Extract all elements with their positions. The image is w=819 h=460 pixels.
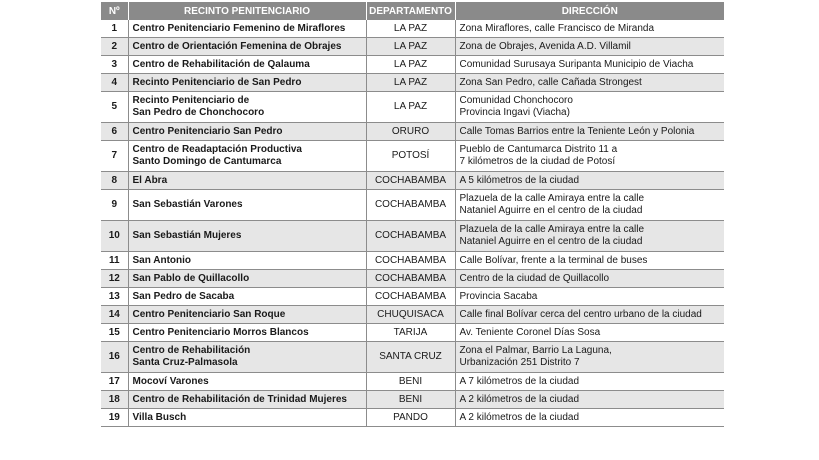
address-line: Centro de la ciudad de Quillacollo xyxy=(459,272,610,284)
facility-name-line: Centro de Rehabilitación xyxy=(132,345,251,356)
table-row xyxy=(101,324,724,342)
address xyxy=(455,56,724,74)
address-line: Zona de Obrajes, Avenida A.D. Villamil xyxy=(459,40,631,52)
facility-name-line: Centro de Orientación Femenina de Obrajes xyxy=(132,40,342,52)
row-number: 4 xyxy=(101,74,128,92)
address-line: Zona San Pedro, calle Cañada Strongest xyxy=(459,76,642,88)
table-row xyxy=(101,270,724,288)
address-line: Plazuela de la calle Amiraya entre la calle xyxy=(459,224,645,235)
address xyxy=(455,20,724,38)
facility-name xyxy=(128,190,366,221)
address-line: A 2 kilómetros de la ciudad xyxy=(459,411,580,423)
address-line: Comunidad Surusaya Suripanta Municipio de Viacha xyxy=(459,58,694,70)
department: BENI xyxy=(366,373,455,391)
facility-name-line: San Pedro de Sacaba xyxy=(132,290,235,302)
row-number: 15 xyxy=(101,324,128,342)
facility-name-line: Centro de Rehabilitación de Trinidad Mujeres xyxy=(132,393,347,405)
address xyxy=(455,324,724,342)
address xyxy=(455,409,724,427)
row-number: 10 xyxy=(101,221,128,252)
facility-name-line: Centro de Readaptación Productiva xyxy=(132,144,302,155)
row-number: 8 xyxy=(101,172,128,190)
facility-name-line: San Antonio xyxy=(132,254,192,266)
row-number: 2 xyxy=(101,38,128,56)
department: CHUQUISACA xyxy=(366,306,455,324)
facility-name-line: San Pablo de Quillacollo xyxy=(132,272,250,284)
table-row xyxy=(101,252,724,270)
table-row xyxy=(101,56,724,74)
header-facility: RECINTO PENITENCIARIO xyxy=(128,2,366,20)
address xyxy=(455,221,724,252)
address xyxy=(455,342,724,373)
department: LA PAZ xyxy=(366,74,455,92)
department: LA PAZ xyxy=(366,92,455,123)
row-number: 7 xyxy=(101,141,128,172)
facility-name xyxy=(128,141,366,172)
row-number: 5 xyxy=(101,92,128,123)
table-row xyxy=(101,172,724,190)
department: COCHABAMBA xyxy=(366,288,455,306)
facility-name-line: Centro Penitenciario Femenino de Miraflores xyxy=(132,22,346,34)
facility-name xyxy=(128,38,366,56)
address xyxy=(455,306,724,324)
table-row xyxy=(101,38,724,56)
row-number: 11 xyxy=(101,252,128,270)
facility-name-line: Centro de Rehabilitación de Qalauma xyxy=(132,58,310,70)
table-row xyxy=(101,20,724,38)
facility-name-line: Recinto Penitenciario de xyxy=(132,95,250,106)
facility-name xyxy=(128,56,366,74)
facility-name-line: Mocoví Varones xyxy=(132,375,209,387)
address xyxy=(455,373,724,391)
facility-name xyxy=(128,20,366,38)
address xyxy=(455,141,724,172)
table-row xyxy=(101,92,724,123)
department: POTOSÍ xyxy=(366,141,455,172)
table-row xyxy=(101,342,724,373)
row-number: 3 xyxy=(101,56,128,74)
row-number: 6 xyxy=(101,123,128,141)
table-row xyxy=(101,123,724,141)
facility-name xyxy=(128,221,366,252)
department: LA PAZ xyxy=(366,38,455,56)
address-line: Urbanización 251 Distrito 7 xyxy=(459,357,580,368)
facility-name xyxy=(128,92,366,123)
address-line: Comunidad Chonchocoro xyxy=(459,95,573,106)
address-line: Av. Teniente Coronel Días Sosa xyxy=(459,326,601,338)
table-row xyxy=(101,190,724,221)
row-number: 19 xyxy=(101,409,128,427)
address xyxy=(455,288,724,306)
facility-name xyxy=(128,391,366,409)
address-line: Calle final Bolívar cerca del centro urbano de la ciudad xyxy=(459,308,702,320)
facility-name-line: Villa Busch xyxy=(132,411,187,423)
address-line: Nataniel Aguirre en el centro de la ciudad xyxy=(459,205,643,216)
department: LA PAZ xyxy=(366,20,455,38)
address-line: Calle Tomas Barrios entre la Teniente León y Polonia xyxy=(459,125,695,137)
facility-name xyxy=(128,373,366,391)
address-line: Provincia Sacaba xyxy=(459,290,538,302)
facility-name-line: Santo Domingo de Cantumarca xyxy=(132,156,282,167)
address-line: 7 kilómetros de la ciudad de Potosí xyxy=(459,156,616,167)
table-row xyxy=(101,306,724,324)
facility-name-line: Centro Penitenciario San Roque xyxy=(132,308,286,320)
address-line: A 7 kilómetros de la ciudad xyxy=(459,375,580,387)
address-line: Zona Miraflores, calle Francisco de Miranda xyxy=(459,22,655,34)
facility-name-line: El Abra xyxy=(132,174,168,186)
table-row xyxy=(101,373,724,391)
row-number: 17 xyxy=(101,373,128,391)
facility-name-line: Santa Cruz-Palmasola xyxy=(132,357,238,368)
address-line: A 5 kilómetros de la ciudad xyxy=(459,174,580,186)
facility-name-line: Centro Penitenciario Morros Blancos xyxy=(132,326,309,338)
facility-name-line: San Pedro de Chonchocoro xyxy=(132,107,265,118)
row-number: 16 xyxy=(101,342,128,373)
address xyxy=(455,391,724,409)
department: COCHABAMBA xyxy=(366,270,455,288)
row-number: 12 xyxy=(101,270,128,288)
facility-name xyxy=(128,172,366,190)
department: ORURO xyxy=(366,123,455,141)
header-address: DIRECCIÓN xyxy=(455,2,724,20)
department: SANTA CRUZ xyxy=(366,342,455,373)
row-number: 14 xyxy=(101,306,128,324)
department: PANDO xyxy=(366,409,455,427)
address xyxy=(455,172,724,190)
table-row xyxy=(101,409,724,427)
prison-table xyxy=(101,2,724,427)
department: COCHABAMBA xyxy=(366,221,455,252)
department: LA PAZ xyxy=(366,56,455,74)
header-department: DEPARTAMENTO xyxy=(366,2,455,20)
facility-name-line: San Sebastián Varones xyxy=(132,199,243,210)
facility-name xyxy=(128,270,366,288)
row-number: 1 xyxy=(101,20,128,38)
table-body xyxy=(101,20,724,427)
table-row xyxy=(101,288,724,306)
prison-table-container xyxy=(101,2,724,427)
address-line: Plazuela de la calle Amiraya entre la calle xyxy=(459,193,645,204)
facility-name xyxy=(128,252,366,270)
table-header xyxy=(101,2,724,20)
department: COCHABAMBA xyxy=(366,172,455,190)
row-number: 18 xyxy=(101,391,128,409)
address-line: Calle Bolívar, frente a la terminal de buses xyxy=(459,254,648,266)
facility-name xyxy=(128,74,366,92)
row-number: 13 xyxy=(101,288,128,306)
address xyxy=(455,92,724,123)
address-line: A 2 kilómetros de la ciudad xyxy=(459,393,580,405)
address-line: Provincia Ingavi (Viacha) xyxy=(459,107,570,118)
department: TARIJA xyxy=(366,324,455,342)
row-number: 9 xyxy=(101,190,128,221)
header-number: Nº xyxy=(101,2,128,20)
facility-name-line: San Sebastián Mujeres xyxy=(132,230,242,241)
department: COCHABAMBA xyxy=(366,252,455,270)
address xyxy=(455,270,724,288)
address xyxy=(455,252,724,270)
address xyxy=(455,74,724,92)
table-row xyxy=(101,391,724,409)
department: BENI xyxy=(366,391,455,409)
address-line: Pueblo de Cantumarca Distrito 11 a xyxy=(459,144,618,155)
facility-name xyxy=(128,123,366,141)
facility-name xyxy=(128,324,366,342)
table-row xyxy=(101,141,724,172)
address-line: Nataniel Aguirre en el centro de la ciudad xyxy=(459,236,643,247)
facility-name xyxy=(128,288,366,306)
facility-name xyxy=(128,409,366,427)
address-line: Zona el Palmar, Barrio La Laguna, xyxy=(459,345,612,356)
address xyxy=(455,123,724,141)
facility-name xyxy=(128,306,366,324)
facility-name-line: Centro Penitenciario San Pedro xyxy=(132,125,283,137)
table-row xyxy=(101,74,724,92)
table-row xyxy=(101,221,724,252)
facility-name xyxy=(128,342,366,373)
address xyxy=(455,190,724,221)
facility-name-line: Recinto Penitenciario de San Pedro xyxy=(132,76,302,88)
address xyxy=(455,38,724,56)
department: COCHABAMBA xyxy=(366,190,455,221)
